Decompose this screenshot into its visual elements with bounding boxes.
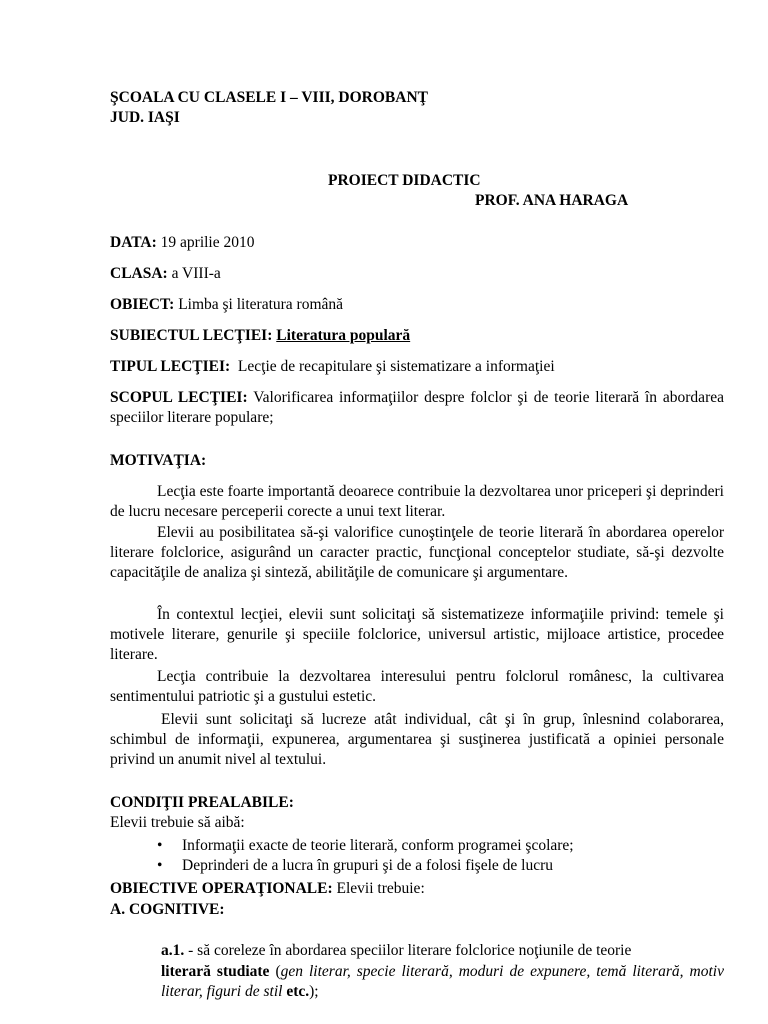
motivatia-paragraph-5: Elevii sunt solicitaţi să lucreze atât individual, cât şi în grup, înlesnind colaborarea, schimbul de informaţii, expunerea, argumentarea şi susţinerea justificată a opiniei personale privind un anumit nivel al textului. [110, 711, 724, 769]
objective-a1-end: ); [309, 983, 319, 1001]
field-tipul-value: Lecţie de recapitulare şi sistematizare a informaţiei [237, 358, 555, 375]
objective-a1-line2 [161, 962, 724, 1002]
objective-a1-label: a.1. [161, 942, 185, 959]
school-name: ŞCOALA CU CLASELE I – VIII, DOROBANŢ [110, 89, 428, 106]
field-data-label: DATA: [110, 234, 157, 251]
objective-a1-italic: gen literar, specie literară, moduri de expunere, temă literară, motiv literar, figuri de stil [161, 963, 724, 1001]
author-name: PROF. ANA HARAGA [475, 192, 629, 209]
obiective-value: Elevii trebuie: [336, 880, 425, 897]
field-obiect-label: OBIECT: [110, 296, 175, 313]
field-scopul-label: SCOPUL LECŢIEI: [110, 389, 248, 406]
field-scopul [110, 388, 724, 428]
field-tipul-label: TIPUL LECŢIEI: [110, 358, 231, 375]
list-item: • Deprinderi de a lucra în grupuri şi de a folosi fişele de lucru [157, 856, 724, 876]
field-obiect [110, 295, 343, 315]
field-data [110, 233, 255, 253]
field-clasa-label: CLASA: [110, 265, 168, 282]
conditii-list [157, 836, 724, 876]
field-subiect-label: SUBIECTUL LECŢIEI: [110, 327, 273, 344]
conditii-intro: Elevii trebuie să aibă: [110, 814, 245, 831]
county-name: JUD. IAŞI [110, 109, 180, 126]
motivatia-paragraph-2: Elevii au posibilitatea să-şi valorifice cunoştinţele de teorie literară în abordarea operelor literare folclorice, asigurând un caracter practic, funcţional conceptelor studiate, să-şi dezvolte capacităţile de analiza şi sinteză, abilităţile de comunicare şi argumentare. [110, 524, 724, 582]
field-obiect-value: Limba şi literatura română [178, 296, 344, 313]
field-clasa [110, 264, 221, 284]
document-title: PROIECT DIDACTIC [328, 172, 481, 189]
motivatia-paragraph-4: Lecţia contribuie la dezvoltarea interesului pentru folclorul românesc, la cultivarea sentimentului patriotic şi a gustului estetic. [110, 668, 724, 706]
motivatia-paragraph-3: În contextul lecţiei, elevii sunt solicitaţi să sistematizeze informaţiile privind: temele şi motivele literare, genurile şi speciile folclorice, universul artistic, mijloace artistice, procedee literare. [110, 606, 724, 664]
conditii-heading: CONDIŢII PREALABILE: [110, 794, 294, 811]
field-subiect-value: Literatura populară [276, 327, 411, 344]
field-data-value: 19 aprilie 2010 [160, 234, 255, 251]
obiective-line [110, 879, 425, 899]
obiective-label: OBIECTIVE OPERAŢIONALE: [110, 880, 333, 897]
field-tipul [110, 357, 555, 377]
objective-a1-text: - să coreleze în abordarea speciilor literare folclorice noţiunile de teorie [184, 942, 632, 959]
objective-a1-etc: etc. [282, 983, 310, 1001]
list-item: • Informaţii exacte de teorie literară, conform programei şcolare; [157, 836, 724, 856]
motivatia-paragraph-1: Lecţia este foarte importantă deoarece contribuie la dezvoltarea unor priceperi şi deprinderi de lucru necesare perceperii corecte a unui text literar. [110, 483, 724, 521]
objective-a1-bold: literară studiate [161, 963, 270, 980]
field-scopul-value: Valorificarea informaţiilor despre folclor şi de teorie literară în abordarea speciilor literare populare; [110, 389, 724, 427]
field-subiect [110, 326, 410, 346]
motivatia-heading: MOTIVAŢIA: [110, 452, 207, 469]
objective-a1-paren-open: ( [269, 963, 281, 980]
section-a-heading: A. COGNITIVE: [110, 901, 225, 918]
objective-a1-line1 [161, 941, 631, 961]
field-clasa-value: a VIII-a [171, 265, 221, 282]
